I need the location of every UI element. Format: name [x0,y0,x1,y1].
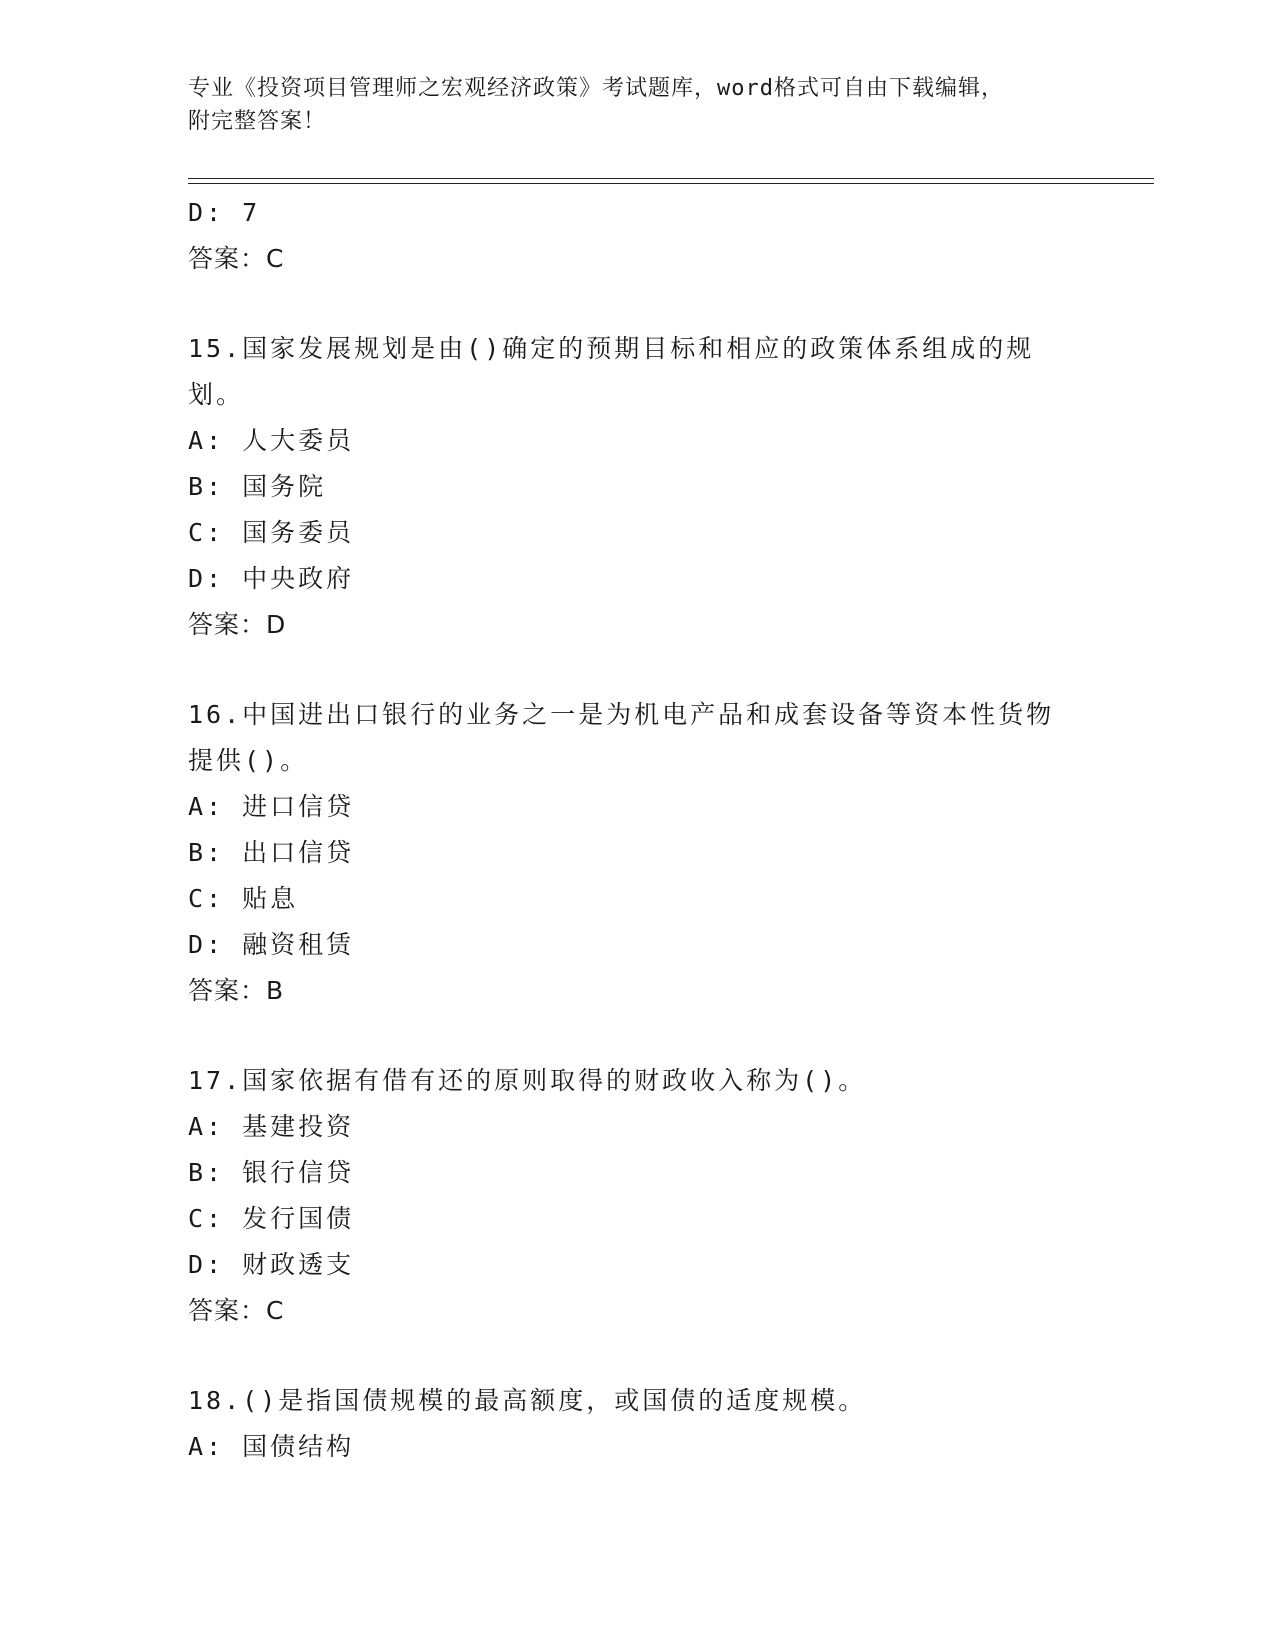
partial-answer: 答案：C [188,244,285,273]
header-rule-bottom [188,183,1154,184]
answer: 答案：B [188,976,285,1005]
option-c: C: 国务委员 [188,518,355,547]
option-a: A: 基建投资 [188,1112,355,1141]
option-b: B: 出口信贷 [188,838,355,867]
question-18 [188,1378,1088,1470]
option-a: A: 人大委员 [188,426,355,455]
option-c: C: 发行国债 [188,1204,355,1233]
option-d: D: 财政透支 [188,1250,355,1279]
question-text: 16.中国进出口银行的业务之一是为机电产品和成套设备等资本性货物提供()。 [188,700,1055,775]
question-17 [188,1058,1088,1334]
header-line-1: 专业《投资项目管理师之宏观经济政策》考试题库，word格式可自由下载编辑， [188,76,1004,101]
question-16 [188,692,1088,1014]
answer: 答案：C [188,1296,285,1325]
question-text: 17.国家依据有借有还的原则取得的财政收入称为()。 [188,1066,867,1095]
question-text: 18.()是指国债规模的最高额度，或国债的适度规模。 [188,1386,867,1415]
document-header [188,72,1088,138]
partial-option-d: D: 7 [188,198,261,227]
option-d: D: 中央政府 [188,564,355,593]
option-b: B: 国务院 [188,472,327,501]
question-15 [188,326,1088,648]
question-list [188,190,1088,1470]
header-line-2: 附完整答案！ [188,109,327,134]
option-a: A: 进口信贷 [188,792,355,821]
answer: 答案：D [188,610,287,639]
option-d: D: 融资租赁 [188,930,355,959]
option-c: C: 贴息 [188,884,299,913]
question-text: 15.国家发展规划是由()确定的预期目标和相应的政策体系组成的规划。 [188,334,1035,409]
option-b: B: 银行信贷 [188,1158,355,1187]
header-rule-top [188,178,1154,179]
option-a: A: 国债结构 [188,1432,355,1461]
